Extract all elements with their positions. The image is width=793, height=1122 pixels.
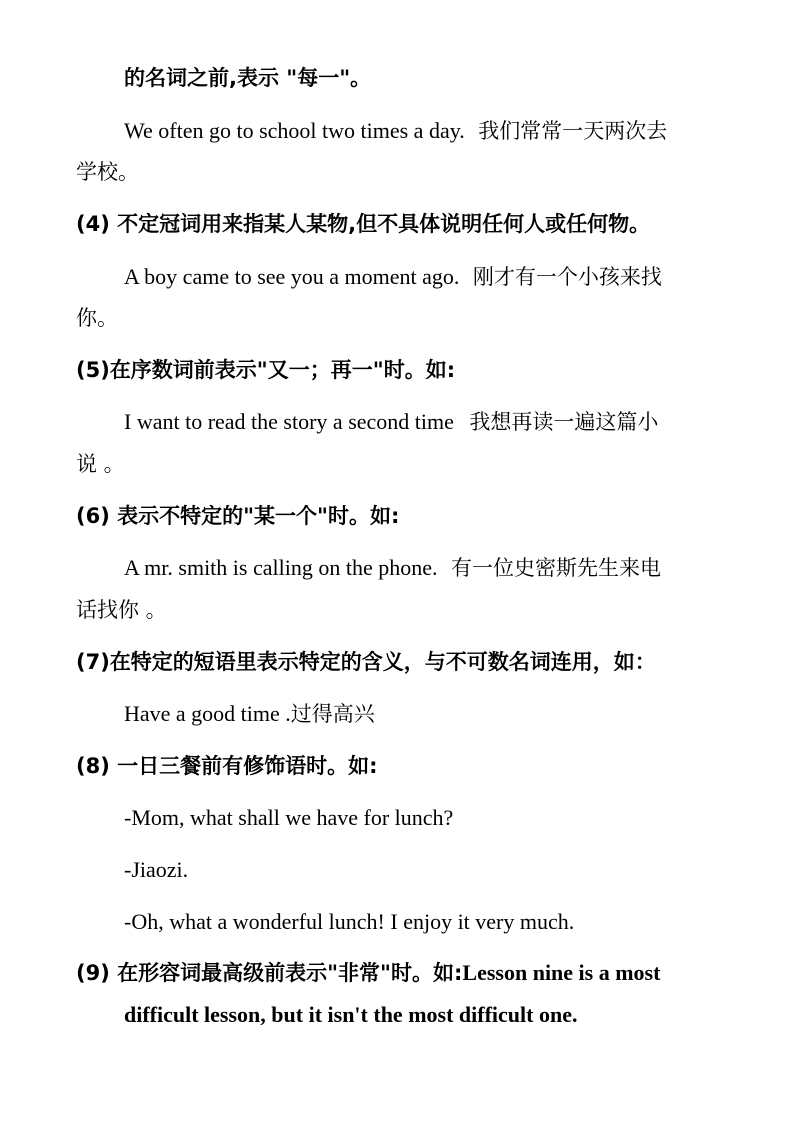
example-english: I want to read the story a second time	[124, 409, 454, 434]
example-sentence	[124, 554, 661, 582]
dialogue-line: -Oh, what a wonderful lunch! I enjoy it very much.	[124, 909, 575, 934]
rule-heading-5: (5)在序数词前表示"又一；再一"时。如:	[76, 358, 456, 382]
rule-heading-6: (6) 表示不特定的"某一个"时。如:	[76, 504, 400, 528]
example-translation-continued: 你。	[76, 306, 118, 330]
example-translation-continued: 说 。	[76, 452, 125, 476]
rule-heading-9-example-continued: difficult lesson, but it isn't the most difficult one.	[124, 1002, 578, 1027]
rule-heading-9-example: Lesson nine is a most	[462, 960, 661, 985]
example-translation: 刚才有一个小孩来找	[472, 265, 662, 289]
example-translation-continued: 学校。	[76, 160, 139, 184]
example-translation: 我们常常一天两次去	[478, 119, 668, 143]
example-english: We often go to school two times a day.	[124, 118, 465, 143]
continuation-line: 的名词之前,表示 "每一"。	[124, 66, 372, 90]
example-translation: 过得高兴	[290, 702, 375, 726]
dialogue-line: -Mom, what shall we have for lunch?	[124, 805, 454, 830]
example-translation-continued: 话找你 。	[76, 598, 167, 622]
example-translation: 我想再读一遍这篇小	[469, 410, 659, 434]
example-sentence	[124, 700, 375, 728]
dialogue-line: -Jiaozi.	[124, 857, 189, 882]
example-english: A boy came to see you a moment ago.	[124, 264, 460, 289]
rule-heading-9	[76, 959, 660, 987]
example-english: A mr. smith is calling on the phone.	[124, 555, 438, 580]
example-sentence	[124, 408, 658, 436]
rule-heading-7: (7)在特定的短语里表示特定的含义，与不可数名词连用，如：	[76, 650, 656, 674]
rule-heading-9-chinese: (9) 在形容词最高级前表示"非常"时。如:	[76, 961, 463, 985]
example-sentence	[124, 117, 667, 145]
example-sentence	[124, 263, 662, 291]
rule-heading-4: (4) 不定冠词用来指某人某物,但不具体说明任何人或任何物。	[76, 212, 651, 236]
rule-heading-8: (8) 一日三餐前有修饰语时。如:	[76, 754, 378, 778]
example-translation: 有一位史密斯先生来电	[450, 556, 661, 580]
example-english: Have a good time .	[124, 701, 291, 726]
